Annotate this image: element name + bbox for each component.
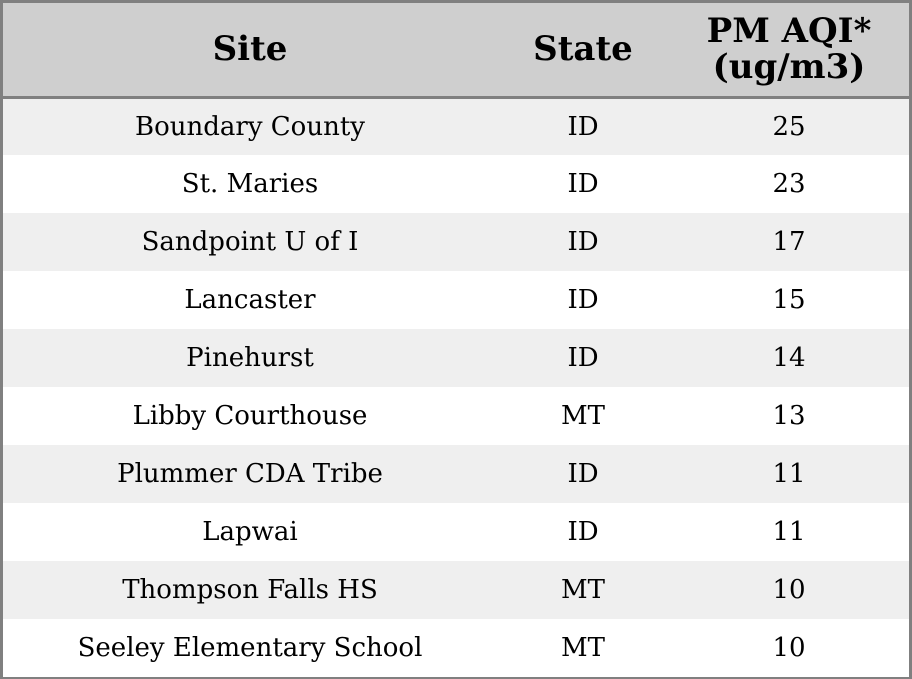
table-row [3, 329, 909, 387]
cell-site: Lancaster [184, 285, 316, 315]
column-header-pm-aqi-line1: PM AQI* [706, 11, 872, 52]
cell-state: MT [561, 401, 605, 431]
column-header-state: State [497, 3, 669, 97]
cell-state: ID [567, 227, 599, 257]
table-row [3, 271, 909, 329]
cell-pm-aqi: 11 [772, 459, 806, 489]
cell-site: St. Maries [181, 169, 319, 199]
cell-site: Plummer CDA Tribe [117, 459, 383, 489]
header-row [3, 3, 909, 97]
cell-site: Boundary County [135, 111, 365, 142]
column-header-pm-aqi-line2: (ug/m3) [712, 47, 866, 88]
cell-pm-aqi: 10 [772, 633, 806, 663]
cell-pm-aqi: 14 [772, 343, 806, 373]
cell-site: Sandpoint U of I [141, 227, 359, 257]
table-row [3, 387, 909, 445]
cell-pm-aqi: 15 [772, 285, 806, 315]
cell-site: Lapwai [202, 517, 298, 547]
table-row [3, 97, 909, 155]
cell-site: Seeley Elementary School [77, 633, 423, 663]
cell-site: Pinehurst [186, 343, 314, 373]
cell-state: ID [567, 111, 599, 142]
cell-pm-aqi: 25 [772, 111, 806, 142]
cell-state: ID [567, 459, 599, 489]
cell-state: ID [567, 285, 599, 315]
table-row [3, 503, 909, 561]
cell-pm-aqi: 13 [772, 401, 806, 431]
cell-pm-aqi: 23 [772, 169, 806, 199]
pm-aqi-table [3, 3, 909, 677]
cell-site: Thompson Falls HS [122, 575, 378, 605]
cell-pm-aqi: 11 [772, 517, 806, 547]
table-row [3, 619, 909, 677]
cell-state: MT [561, 633, 605, 663]
cell-state: ID [567, 343, 599, 373]
cell-state: ID [567, 517, 599, 547]
table-row [3, 445, 909, 503]
cell-state: ID [567, 169, 599, 199]
cell-pm-aqi: 17 [772, 227, 806, 257]
cell-pm-aqi: 10 [772, 575, 806, 605]
table-row [3, 561, 909, 619]
table-header [3, 3, 909, 97]
table-row [3, 155, 909, 213]
column-header-pm-aqi [669, 3, 909, 97]
cell-site: Libby Courthouse [132, 401, 368, 431]
column-header-site: Site [3, 3, 497, 97]
table-row [3, 213, 909, 271]
table-body [3, 97, 909, 677]
cell-state: MT [561, 575, 605, 605]
